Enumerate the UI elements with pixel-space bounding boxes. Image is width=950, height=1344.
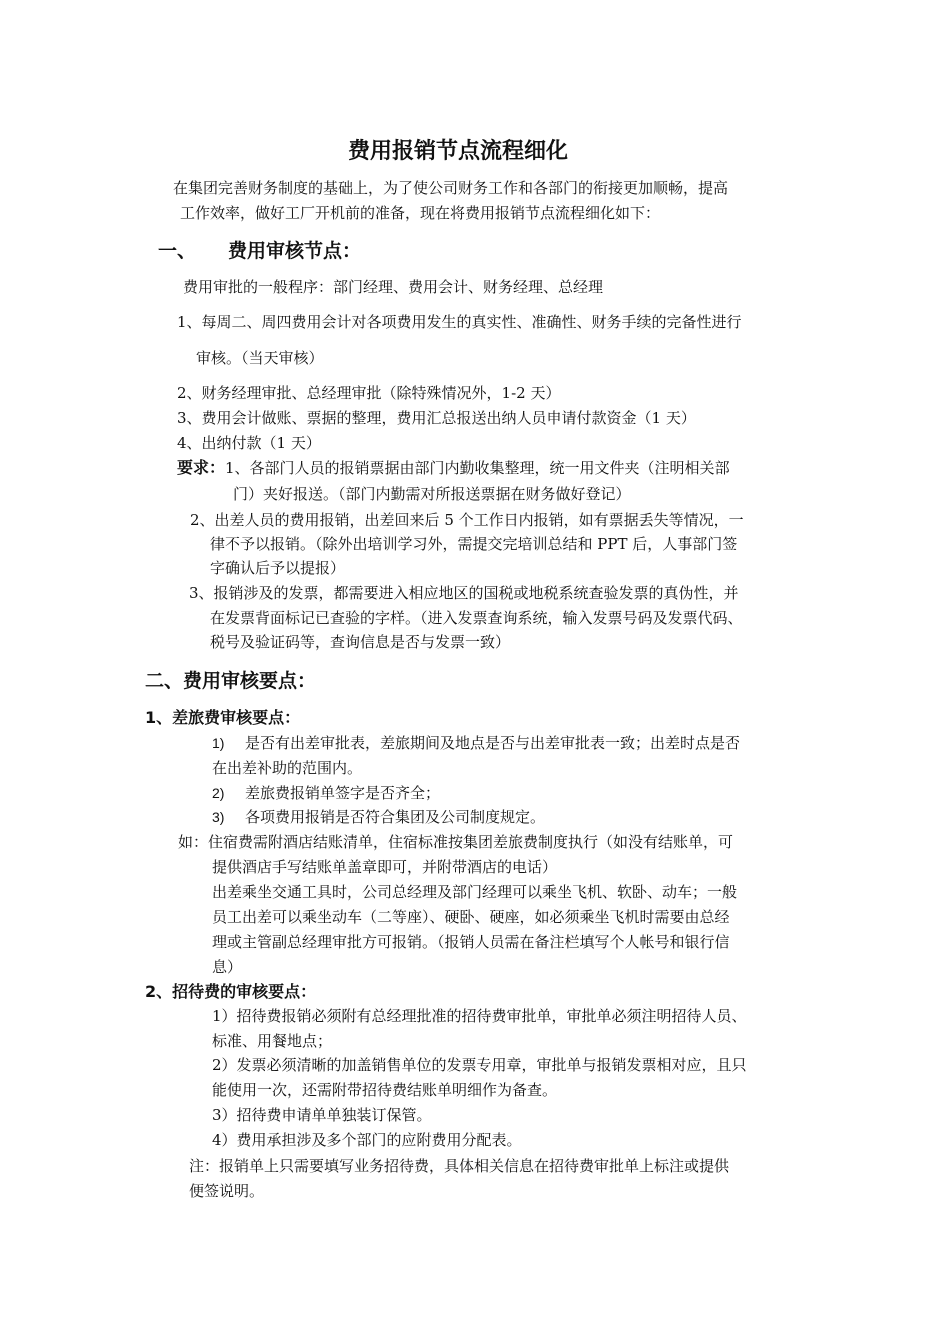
step-2: 2、财务经理审批、总经理审批（除特殊情况外，1-2 天）: [177, 384, 561, 402]
transport-line-3: 理或主管副总经理审批方可报销。（报销人员需在备注栏填写个人帐号和银行信: [212, 933, 730, 951]
note-line-1: 注：报销单上只需要填写业务招待费，具体相关信息在招待费审批单上标注或提供: [189, 1157, 730, 1175]
travel-item-2: [212, 781, 440, 806]
travel-item-1-number: 1): [212, 735, 225, 751]
entertainment-item-1-line-2: 标准、用餐地点；: [212, 1032, 333, 1050]
requirement-2-line-1: 2、出差人员的费用报销，出差回来后 5 个工作日内报销，如有票据丢失等情况，一: [190, 511, 744, 529]
step-4: 4、出纳付款（1 天）: [177, 434, 321, 452]
requirement-label: 要求：: [177, 458, 226, 477]
intro-line-1: 在集团完善财务制度的基础上，为了使公司财务工作和各部门的衔接更加顺畅，提高: [173, 179, 729, 197]
travel-example-line-2: 提供酒店手写结账单盖章即可，并附带酒店的电话）: [212, 858, 558, 876]
requirement-1-line-2: 门）夹好报送。（部门内勤需对所报送票据在财务做好登记）: [233, 485, 631, 503]
travel-item-1-text: 是否有出差审批表，差旅期间及地点是否与出差审批表一致；出差时点是否: [245, 734, 741, 752]
section1-heading-text: 费用审核节点：: [228, 240, 362, 262]
travel-item-2-text: 差旅费报销单签字是否齐全；: [245, 784, 441, 802]
entertainment-item-2-line-2: 能使用一次，还需附带招待费结账单明细作为备查。: [212, 1081, 558, 1099]
transport-line-4: 息）: [212, 958, 243, 976]
travel-item-2-number: 2): [212, 785, 225, 801]
note-line-2: 便签说明。: [189, 1182, 265, 1200]
travel-item-3-text: 各项费用报销是否符合集团及公司制度规定。: [245, 808, 546, 826]
travel-item-1-line-1: [212, 731, 740, 756]
requirement-2-line-2: 律不予以报销。（除外出培训学习外，需提交完培训总结和 PPT 后，人事部门签: [210, 535, 738, 553]
travel-item-3-number: 3): [212, 809, 225, 825]
entertainment-item-2-line-1: 2）发票必须清晰的加盖销售单位的发票专用章，审批单与报销发票相对应，且只: [212, 1056, 747, 1074]
entertainment-heading: 2、招待费的审核要点：: [145, 982, 317, 1001]
transport-line-1: 出差乘坐交通工具时，公司总经理及部门经理可以乘坐飞机、软卧、动车；一般: [212, 883, 738, 901]
requirement-3-line-2: 在发票背面标记已查验的字样。（进入发票查询系统，输入发票号码及发票代码、: [210, 609, 743, 627]
step-1-line-1: 1、每周二、周四费用会计对各项费用发生的真实性、准确性、财务手续的完备性进行: [177, 313, 742, 331]
requirement-3-line-3: 税号及验证码等，查询信息是否与发票一致）: [210, 633, 511, 651]
intro-line-2: 工作效率，做好工厂开机前的准备，现在将费用报销节点流程细化如下：: [180, 204, 661, 222]
section1-heading-number: 一、: [158, 240, 197, 262]
document-title: 费用报销节点流程细化: [348, 139, 569, 164]
travel-item-3: [212, 805, 545, 830]
requirement-2-line-3: 字确认后予以提报）: [210, 559, 346, 577]
travel-example-line-1: 如：住宿费需附酒店结账清单，住宿标准按集团差旅费制度执行（如没有结账单，可: [178, 833, 734, 851]
step-3: 3、费用会计做账、票据的整理，费用汇总报送出纳人员申请付款资金（1 天）: [177, 409, 696, 427]
entertainment-item-1-line-1: 1）招待费报销必须附有总经理批准的招待费审批单，审批单必须注明招待人员、: [212, 1007, 747, 1025]
requirement-1-text: 1、各部门人员的报销票据由部门内勤收集整理，统一用文件夹（注明相关部: [225, 459, 730, 477]
section2-heading: 二、费用审核要点：: [145, 670, 317, 692]
section1-heading: [158, 238, 361, 264]
entertainment-item-4: 4）费用承担涉及多个部门的应附费用分配表。: [212, 1131, 522, 1149]
approval-general-procedure: 费用审批的一般程序：部门经理、费用会计、财务经理、总经理: [183, 278, 604, 296]
requirement-1-line-1: [177, 456, 730, 481]
entertainment-item-3: 3）招待费申请单单独装订保管。: [212, 1106, 432, 1124]
travel-item-1-line-2: 在出差补助的范围内。: [212, 759, 363, 777]
transport-line-2: 员工出差可以乘坐动车（二等座）、硬卧、硬座，如必须乘坐飞机时需要由总经: [212, 908, 730, 926]
requirement-3-line-1: 3、报销涉及的发票，都需要进入相应地区的国税或地税系统查验发票的真伪性，并: [189, 584, 739, 602]
step-1-line-2: 审核。（当天审核）: [196, 349, 324, 367]
travel-heading: 1、差旅费审核要点：: [145, 708, 301, 727]
